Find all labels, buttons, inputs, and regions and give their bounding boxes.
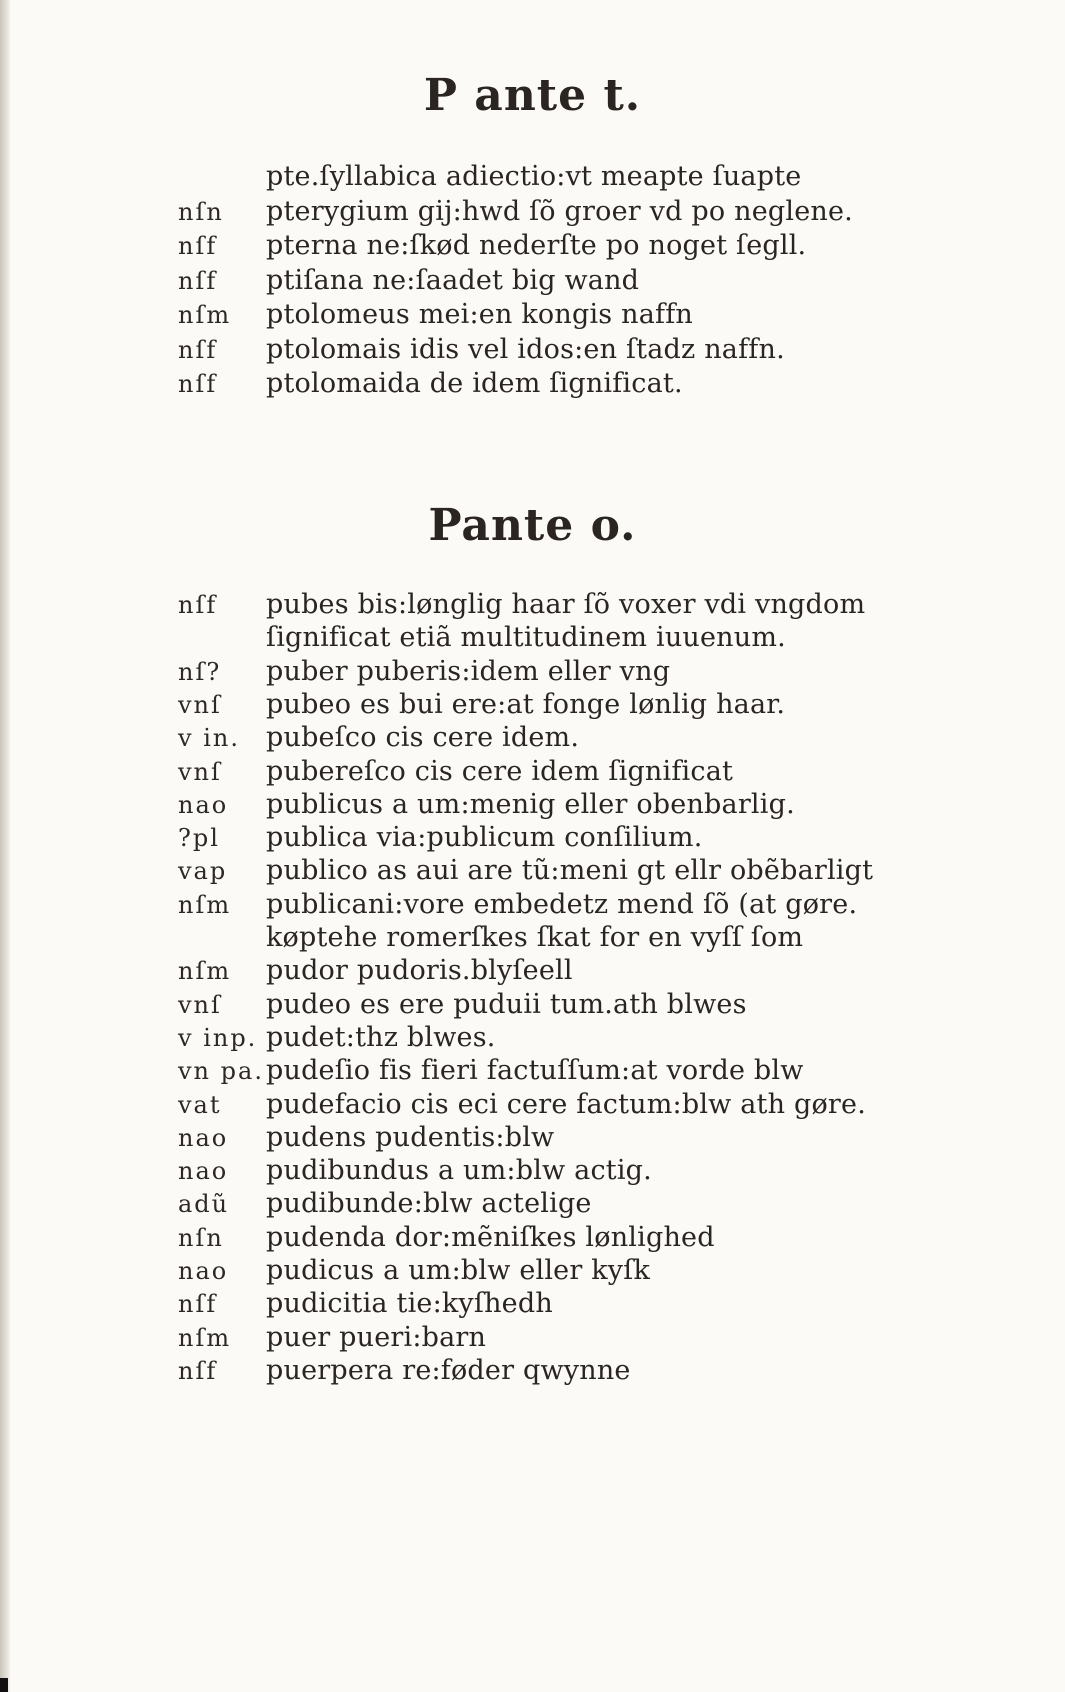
dictionary-entry bbox=[178, 921, 803, 955]
dictionary-entry bbox=[178, 1121, 554, 1155]
entry-text: pudibundus a um:blw actig. bbox=[266, 1155, 652, 1187]
grammar-abbreviation: nſm bbox=[178, 957, 232, 986]
entry-text: pubeo es bui ere:at fonge lønlig haar. bbox=[266, 688, 786, 720]
dictionary-entry bbox=[178, 160, 801, 194]
section-heading-ante-t: P ante t. bbox=[423, 70, 642, 121]
dictionary-entry bbox=[178, 788, 795, 822]
entry-text: publicus a um:menig eller obenbarlig. bbox=[266, 788, 795, 820]
dictionary-entry bbox=[178, 1221, 715, 1255]
grammar-abbreviation: nſf bbox=[178, 591, 218, 619]
dictionary-entry bbox=[178, 621, 786, 655]
entry-text: ſignificat etiã multitudinem iuuenum. bbox=[266, 622, 786, 654]
entry-text: puer pueri:barn bbox=[266, 1321, 487, 1353]
entry-text: pudens pudentis:blw bbox=[266, 1121, 555, 1153]
dictionary-entry bbox=[178, 1187, 592, 1221]
scan-corner-mark bbox=[0, 1678, 8, 1692]
dictionary-entry bbox=[178, 1287, 553, 1321]
grammar-abbreviation: vn pa. bbox=[178, 1057, 264, 1086]
entry-text: pudet:thz blwes. bbox=[266, 1021, 496, 1053]
dictionary-entry bbox=[178, 367, 683, 401]
entry-text: pudicus a um:blw eller kyſk bbox=[266, 1255, 651, 1286]
dictionary-entry bbox=[178, 655, 670, 689]
entry-text: puerpera re:føder qwynne bbox=[266, 1354, 631, 1386]
entry-text: pudenda dor:mẽniſkes lønlighed bbox=[266, 1221, 715, 1253]
entry-text: ptolomeus mei:en kongis naffn bbox=[266, 299, 693, 330]
entry-text: pterygium gij:hwd ſõ groer vd po neglene. bbox=[266, 195, 853, 227]
entry-text: ptiſana ne:ſaadet big wand bbox=[266, 264, 640, 296]
grammar-abbreviation: v in. bbox=[178, 724, 240, 753]
dictionary-entry bbox=[178, 854, 873, 888]
entry-text: ptolomaida de idem ſignificat. bbox=[266, 368, 683, 399]
entry-text: ptolomais idis vel idos:en ſtadz naffn. bbox=[266, 333, 785, 365]
grammar-abbreviation: nſn bbox=[178, 1223, 224, 1252]
entry-text: publicani:vore embedetz mend ſõ (at gøre. bbox=[266, 888, 858, 920]
grammar-abbreviation: ?pl bbox=[178, 824, 220, 853]
grammar-abbreviation: nſf bbox=[178, 1356, 218, 1385]
grammar-abbreviation: nſm bbox=[178, 301, 232, 329]
entry-text: pubereſco cis cere idem ſignificat bbox=[266, 755, 734, 787]
entry-text: pudibunde:blw actelige bbox=[266, 1188, 592, 1220]
dictionary-entry bbox=[178, 264, 639, 298]
entry-text: pudeſio fis fieri factuſſum:at vorde blw bbox=[266, 1055, 804, 1087]
dictionary-entry bbox=[178, 755, 733, 789]
grammar-abbreviation: nao bbox=[178, 1257, 229, 1285]
entry-text: pudicitia tie:kyſhedh bbox=[266, 1288, 553, 1320]
grammar-abbreviation: nſf bbox=[178, 335, 218, 364]
dictionary-entry bbox=[178, 954, 573, 988]
entry-text: pubes bis:lønglig haar ſõ voxer vdi vngdom bbox=[266, 589, 866, 620]
grammar-abbreviation: nao bbox=[178, 1157, 229, 1186]
dictionary-entry bbox=[178, 1054, 804, 1088]
dictionary-entry bbox=[178, 1254, 650, 1288]
entry-text: pte.ſyllabica adiectio:vt meapte ſuapte bbox=[266, 161, 802, 192]
entry-text: publico as aui are tũ:meni gt ellr obẽbarligt bbox=[266, 855, 874, 887]
dictionary-entry bbox=[178, 298, 693, 332]
dictionary-entry bbox=[178, 195, 853, 229]
grammar-abbreviation: nao bbox=[178, 1123, 229, 1152]
grammar-abbreviation: nſ? bbox=[178, 657, 222, 686]
grammar-abbreviation: nſf bbox=[178, 266, 218, 295]
dictionary-entry bbox=[178, 888, 857, 922]
dictionary-entry bbox=[178, 821, 702, 855]
dictionary-entry bbox=[178, 588, 865, 622]
grammar-abbreviation: vat bbox=[178, 1090, 222, 1119]
dictionary-entry bbox=[178, 721, 579, 755]
grammar-abbreviation: vap bbox=[178, 857, 228, 886]
page-edge-shadow bbox=[0, 0, 10, 1692]
grammar-abbreviation: vnſ bbox=[178, 690, 222, 719]
dictionary-entry bbox=[178, 1088, 866, 1122]
entry-text: publica via:publicum conſilium. bbox=[266, 822, 703, 854]
dictionary-entry bbox=[178, 988, 747, 1022]
grammar-abbreviation: nſf bbox=[178, 370, 218, 398]
entry-text: puber puberis:idem eller vng bbox=[266, 655, 671, 687]
entry-text: køptehe romerſkes ſkat for en vyſſ ſom bbox=[266, 922, 804, 953]
section-heading-ante-o: Pante o. bbox=[428, 500, 637, 551]
entry-text: pudor pudoris.blyſeell bbox=[266, 955, 573, 987]
grammar-abbreviation: v inp. bbox=[178, 1023, 258, 1052]
grammar-abbreviation: nſn bbox=[178, 197, 224, 226]
grammar-abbreviation: nſf bbox=[178, 1290, 218, 1319]
dictionary-entry bbox=[178, 333, 785, 367]
grammar-abbreviation: nſf bbox=[178, 232, 218, 260]
dictionary-entry bbox=[178, 1154, 652, 1188]
entry-text: pudefacio cis eci cere factum:blw ath gøre. bbox=[266, 1088, 866, 1120]
grammar-abbreviation: nſm bbox=[178, 1323, 232, 1352]
grammar-abbreviation: adũ bbox=[178, 1190, 230, 1219]
entry-text: pudeo es ere puduii tum.ath blwes bbox=[266, 988, 747, 1020]
grammar-abbreviation: vnſ bbox=[178, 990, 222, 1019]
entry-text: pterna ne:ſkød nederſte po noget ſegll. bbox=[266, 230, 807, 261]
dictionary-entry bbox=[178, 1321, 486, 1355]
dictionary-entry bbox=[178, 229, 806, 263]
grammar-abbreviation: vnſ bbox=[178, 757, 222, 786]
dictionary-entry bbox=[178, 688, 785, 722]
grammar-abbreviation: nſm bbox=[178, 890, 232, 919]
dictionary-entry bbox=[178, 1021, 496, 1055]
grammar-abbreviation: nao bbox=[178, 790, 229, 819]
entry-text: pubeſco cis cere idem. bbox=[266, 722, 580, 754]
dictionary-entry bbox=[178, 1354, 631, 1388]
